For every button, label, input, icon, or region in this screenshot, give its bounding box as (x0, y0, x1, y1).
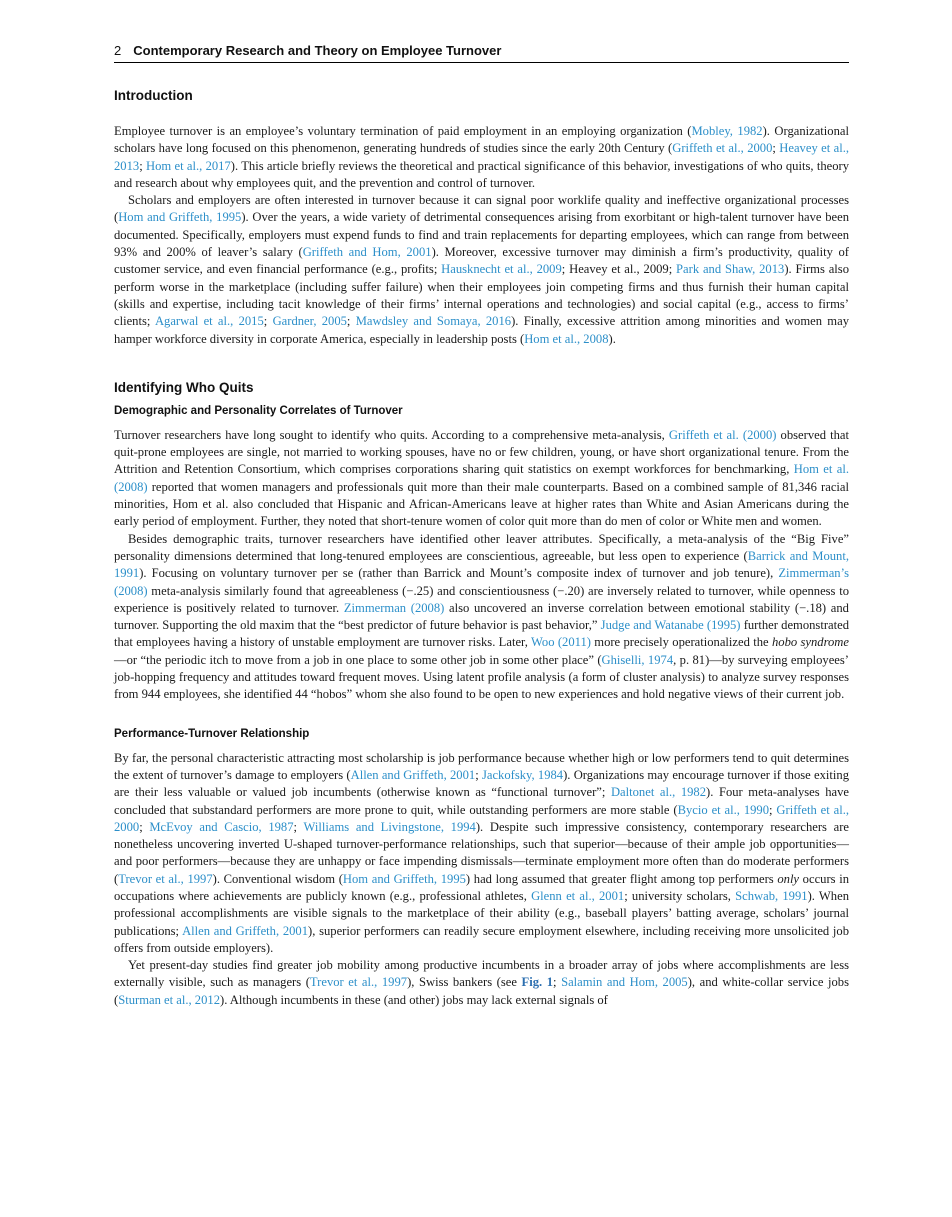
text-run: ; (139, 819, 150, 834)
text-run: ). Firms also perform worse in the marketplace (including suffer failure) when their employees join competing firms and thus furnish their human capital (skills and expertise, including tacit knowledge of their firms’ internal operations and technologies) and social capital (e.g., access to firms’ clients; (114, 262, 849, 329)
citation-link[interactable]: Bycio et al., 1990 (677, 802, 770, 817)
citation-link[interactable]: McEvoy and Cascio, 1987 (149, 819, 294, 834)
citation-link[interactable]: Judge and Watanabe (1995) (600, 618, 741, 633)
text-run: ; (772, 141, 780, 156)
text-run: —or “the periodic itch to move from a job in one place to some other job in some other place” ( (114, 652, 602, 667)
text-run: ; (263, 314, 273, 329)
citation-link[interactable]: Allen and Griffeth, 2001 (182, 923, 309, 938)
citation-link[interactable]: Griffeth et al., 2000 (114, 802, 849, 834)
citation-link[interactable]: Schwab, 1991 (735, 888, 808, 903)
citation-link[interactable]: Griffeth and Hom, 2001 (302, 245, 432, 260)
text-run: ). Conventional wisdom ( (212, 871, 343, 886)
citation-link[interactable]: Woo (2011) (531, 635, 591, 650)
text-run: ). Four meta-analyses have concluded that substandard performers are more prone to quit, while outstanding performers are more stable ( (114, 785, 849, 817)
citation-link[interactable]: Mobley, 1982 (691, 124, 763, 138)
text-run: ; university scholars, (624, 888, 736, 903)
text-run: ). Focusing on voluntary turnover per se (rather than Barrick and Mount’s composite index of turnover and job tenure), (139, 566, 779, 581)
citation-link[interactable]: Zimmerman’s (2008) (114, 566, 849, 598)
citation-link[interactable]: Hom et al., 2008 (524, 331, 609, 346)
paragraph-performance-1 (114, 750, 849, 958)
text-run: ; (769, 802, 777, 817)
text-run: ; (139, 158, 146, 173)
citation-link[interactable]: Ghiselli, 1974 (601, 652, 674, 667)
citation-link[interactable]: Griffeth et al. (2000) (668, 427, 777, 442)
text-run: ; Heavey et al., 2009; (561, 262, 677, 277)
citation-link[interactable]: Hausknecht et al., 2009 (441, 262, 562, 277)
text-run: ). Although incumbents in these (and other) jobs may lack external signals of (220, 992, 608, 1007)
citation-link[interactable]: Trevor et al., 1997 (309, 975, 408, 990)
citation-link[interactable]: Jackofsky, 1984 (481, 767, 564, 782)
paragraph-demographic-2 (114, 531, 849, 704)
text-run: reported that women managers and professionals quit more than their male counterparts. Based on a combined sample of 81,346 racial minorities, Hom et al. also concluded that Hispanic and African-Americans leave at higher rates than White and Asian Americans during the early period of employment. Further, they noted that short-tenure women of color quit more than do men of color or White men and women. (114, 479, 849, 529)
text-run: ). Finally, excessive attrition among minorities and women may hamper workforce diversity in corporate America, especially in leadership posts ( (114, 314, 849, 346)
text-run: ), superior performers can readily secure employment elsewhere, including receiving more unsolicited job offers from outside employers). (114, 923, 850, 955)
text-run: Yet present-day studies find greater job mobility among productive incumbents in a broader array of jobs where accomplishments are less externally visible, such as managers ( (114, 958, 849, 990)
italic-term: hobo syndrome (771, 635, 849, 650)
figure-reference-link[interactable]: Fig. 1 (521, 975, 553, 990)
text-run: , p. 81)—by surveying employees’ job-hopping frequency and attitudes toward frequent moves. Using latent profile analysis (a form of cluster analysis) to analyze survey responses from 944 employees, she identified 44 “hobos” whom she also found to be open to new experiences and hold negative views of their current job. (114, 652, 849, 702)
citation-link[interactable]: Park and Shaw, 2013 (676, 262, 785, 277)
citation-link[interactable]: Daltonet al., 1982 (610, 785, 707, 800)
text-run: ). Organizations may encourage turnover if those exiting are their less valuable or valued job incumbents (otherwise known as “functional turnover”; (114, 767, 850, 800)
text-run: ; (553, 975, 562, 990)
citation-link[interactable]: Trevor et al., 1997 (118, 871, 213, 886)
text-run: further demonstrated that employees having a history of unstable employment are turnover risks. Later, (114, 618, 849, 650)
citation-link[interactable]: Agarwal et al., 2015 (154, 314, 264, 329)
text-run: By far, the personal characteristic attracting most scholarship is job performance because whether high or low performers tend to quit determines the extent of turnover’s damage to employers ( (114, 750, 849, 782)
citation-link[interactable]: Salamin and Hom, 2005 (561, 975, 688, 990)
paragraph-intro-1 (114, 123, 849, 192)
citation-link[interactable]: Hom and Griffeth, 1995 (342, 871, 466, 886)
citation-link[interactable]: Sturman et al., 2012 (118, 992, 220, 1007)
paragraph-demographic-1 (114, 427, 849, 531)
text-run: ). Moreover, excessive turnover may diminish a firm’s productivity, quality of customer service, and even financial performance (e.g., profits; (114, 245, 849, 277)
text-run: ), and white-collar service jobs ( (114, 975, 849, 1007)
text-run: meta-analysis similarly found that agreeableness (−.25) and conscientiousness (−.20) are inversely related to turnover, while openness to experience is positively related to turnover. (114, 583, 849, 615)
text-run: ). Despite such impressive consistency, contemporary researchers are nonetheless uncovering inverted U-shaped turnover-performance relationships, such that superior—because of their ample job opportunities—and poor performers—because they are unhappy or face impending dismissals—terminate employment more often than do moderate performers ( (114, 819, 849, 886)
text-run: observed that quit-prone employees are single, not married to working spouses, have no or few children, young, or have short organizational tenure. From the Attrition and Retention Consortium, which comprises corporations sharing quit statistics on exempt workforces for benchmarking, (114, 427, 849, 477)
text-run: ). Organizational scholars have long focused on this phenomenon, generating hundreds of studies since the early 20th Century ( (114, 124, 849, 156)
text-run: ; (346, 314, 356, 329)
running-head-title: Contemporary Research and Theory on Employee Turnover (133, 43, 502, 58)
page-number: 2 (114, 43, 122, 58)
citation-link[interactable]: Glenn et al., 2001 (531, 888, 625, 903)
citation-link[interactable]: Barrick and Mount, 1991 (114, 548, 850, 581)
text-run: more precisely operationalized the (590, 635, 772, 650)
text-run: Besides demographic traits, turnover researchers have identified other leaver attributes. Specifically, a meta-analysis of the “Big Five” personality dimensions determined that long-tenured employees are conscientious, agreeable, but less open to experience ( (114, 531, 849, 563)
citation-link[interactable]: Zimmerman (2008) (343, 600, 445, 615)
citation-link[interactable]: Mawdsley and Somaya, 2016 (355, 314, 512, 329)
article-body (114, 88, 849, 1009)
text-run: also uncovered an inverse correlation between emotional stability (−.18) and turnover. Supporting the old maxim that the “best predictor of future behavior is past behavior,” (114, 600, 849, 633)
citation-link[interactable]: Heavey et al., 2013 (114, 141, 849, 173)
section-heading-introduction: Introduction (114, 88, 193, 103)
text-run: Scholars and employers are often interested in turnover because it can signal poor worklife quality and ineffective organizational processes ( (114, 193, 849, 225)
citation-link[interactable]: Allen and Griffeth, 2001 (350, 767, 476, 782)
text-run: Employee turnover is an employee’s voluntary termination of paid employment in an employing organization ( (114, 124, 692, 138)
text-run: ), Swiss bankers (see (407, 975, 522, 990)
paragraph-performance-2 (114, 957, 849, 1009)
text-run: ; (293, 819, 304, 834)
citation-link[interactable]: Griffeth et al., 2000 (672, 141, 773, 156)
subsection-heading-demographic: Demographic and Personality Correlates of Turnover (114, 404, 403, 417)
text-run: ). (608, 331, 616, 346)
text-run: ; (475, 767, 482, 782)
citation-link[interactable]: Williams and Livingstone, 1994 (303, 819, 476, 834)
text-run: ). When professional accomplishments are visible signals to the marketplace of their ability (e.g., baseball players’ batting average, scholars’ journal publications; (114, 888, 849, 938)
italic-term: only (777, 871, 800, 886)
citation-link[interactable]: Gardner, 2005 (272, 314, 347, 329)
text-run: ). This article briefly reviews the theoretical and practical significance of this behavior, investigations of who quits, theory and research about why employees quit, and the prevention and control of turnover. (114, 158, 849, 190)
citation-link[interactable]: Hom et al., 2017 (146, 158, 231, 173)
subsection-heading-performance: Performance-Turnover Relationship (114, 727, 310, 740)
citation-link[interactable]: Hom et al. (2008) (114, 462, 849, 494)
text-run: occurs in occupations where achievements are publicly known (e.g., professional athletes, (114, 871, 850, 903)
paragraph-intro-2 (114, 192, 849, 348)
text-run: ) had long assumed that greater flight among top performers (465, 871, 778, 886)
text-run: Turnover researchers have long sought to identify who quits. According to a comprehensive meta-analysis, (114, 427, 669, 442)
citation-link[interactable]: Hom and Griffeth, 1995 (118, 210, 242, 225)
running-head (114, 42, 849, 63)
section-heading-identifying: Identifying Who Quits (114, 379, 254, 395)
text-run: ). Over the years, a wide variety of detrimental consequences arising from exorbitant or high-talent turnover have been documented. Specifically, employers must expend funds to find and train replacements for departing employees, which can range from between 93% and 200% of leaver’s salary ( (114, 210, 849, 260)
